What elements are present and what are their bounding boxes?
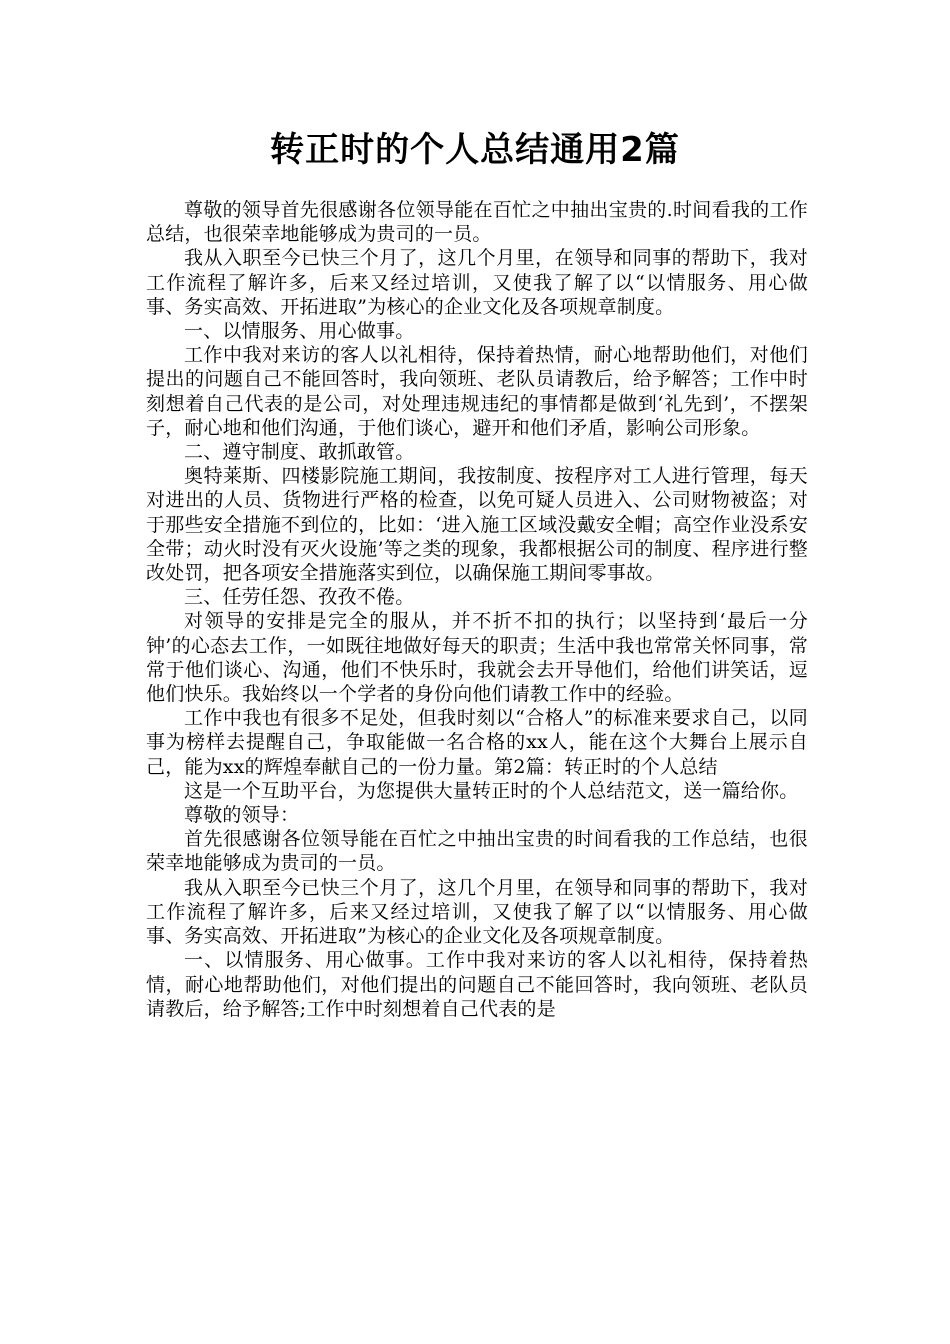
paragraph-intro: 尊敬的领导首先很感谢各位领导能在百忙之中抽出宝贵的.时间看我的工作总结，也很荣幸地能够成为贵司的一员。 xyxy=(146,199,808,246)
paragraph-section-2: 奥特莱斯、四楼影院施工期间，我按制度、按程序对工人进行管理，每天对进出的人员、货物进行严格的检查，以免可疑人员进入、公司财物被盗；对于那些安全措施不到位的，比如：‘进入施工区域没戴安全帽；高空作业没系安全带；动火时没有灭火设施’等之类的现象，我都根据公司的制度、程序进行整改处罚，把各项安全措施落实到位，以确保施工期间零事故。 xyxy=(146,465,808,585)
document-body xyxy=(146,198,808,1021)
paragraph-onboarding: 我从入职至今已快三个月了，这几个月里，在领导和同事的帮助下，我对工作流程了解许多，后来又经过培训，又使我了解了以“以情服务、用心做事、务实高效、开拓进取”为核心的企业文化及各项规章制度。 xyxy=(146,247,808,318)
paragraph-thanks: 首先很感谢各位领导能在百忙之中抽出宝贵的时间看我的工作总结，也很荣幸地能够成为贵司的一员。 xyxy=(146,828,808,875)
section-heading-3: 三、任劳任怨、孜孜不倦。 xyxy=(184,586,415,609)
section-heading-1: 一、以情服务、用心做事。 xyxy=(184,320,415,343)
paragraph-conclusion: 工作中我也有很多不足处，但我时刻以“合格人”的标准来要求自己，以同事为榜样去提醒自己，争取能做一名合格的xx人，能在这个大舞台上展示自己，能为xx的辉煌奉献自己的一份力量。第2篇：转正时的个人总结 xyxy=(146,707,808,778)
document-title: 转正时的个人总结通用2篇 xyxy=(270,130,680,170)
paragraph-section-1-repeat: 一、以情服务、用心做事。工作中我对来访的客人以礼相待，保持着热情，耐心地帮助他们，对他们提出的问题自己不能回答时，我向领班、老队员请教后，给予解答;工作中时刻想着自己代表的是 xyxy=(146,949,808,1020)
paragraph-onboarding-2: 我从入职至今已快三个月了，这几个月里，在领导和同事的帮助下，我对工作流程了解许多，后来又经过培训，又使我了解了以“以情服务、用心做事、务实高效、开拓进取”为核心的企业文化及各项规章制度。 xyxy=(146,876,808,948)
paragraph-section-3: 对领导的安排是完全的服从，并不折不扣的执行；以坚持到‘最后一分钟’的心态去工作，一如既往地做好每天的职责；生活中我也常常关怀同事，常常于他们谈心、沟通，他们不快乐时，我就会去开导他们，给他们讲笑话，逗他们快乐。我始终以一个学者的身份向他们请教工作中的经验。 xyxy=(146,610,808,706)
section-heading-2: 二、遵守制度、敢抓敢管。 xyxy=(184,441,415,464)
paragraph-salutation: 尊敬的领导： xyxy=(184,804,300,827)
paragraph-section-1: 工作中我对来访的客人以礼相待，保持着热情，耐心地帮助他们，对他们提出的问题自己不能回答时，我向领班、老队员请教后，给予解答；工作中时刻想着自己代表的是公司，对处理违规违纪的事情都是做到‘礼先到’，不摆架子，耐心地和他们沟通，于他们谈心，避开和他们矛盾，影响公司形象。 xyxy=(146,344,808,439)
paragraph-platform-note: 这是一个互助平台，为您提供大量转正时的个人总结范文，送一篇给你。 xyxy=(184,779,799,802)
